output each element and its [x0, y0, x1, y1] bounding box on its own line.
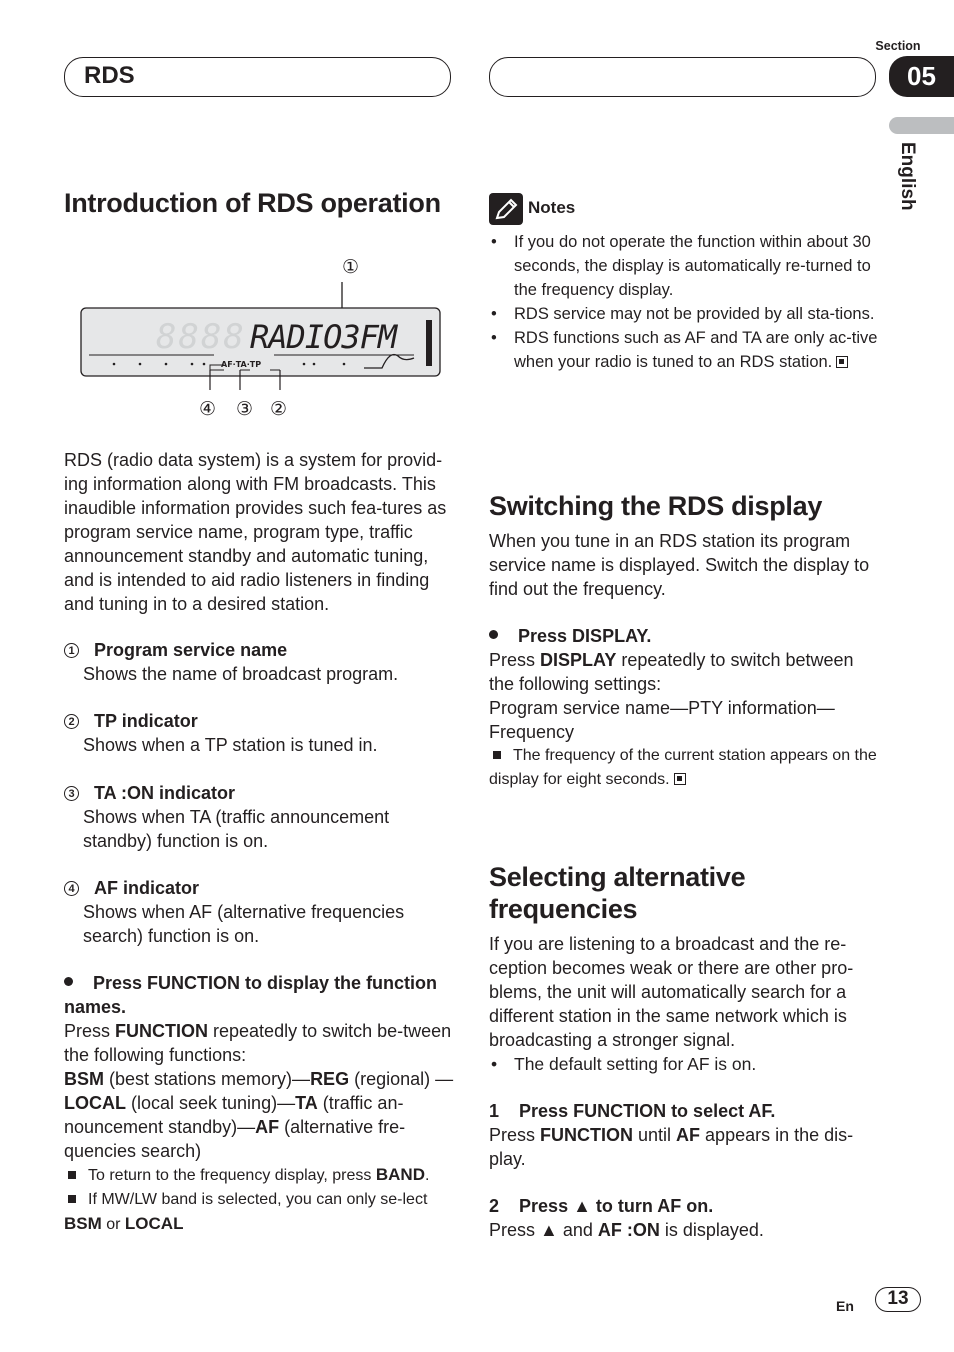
- header-title: RDS: [84, 62, 135, 89]
- lcd-ghost-digits: 8888: [156, 317, 246, 357]
- lcd-illustration: [64, 250, 454, 422]
- item-number: 2: [64, 714, 79, 729]
- callout-4: ④: [199, 398, 217, 420]
- item-desc: Shows when AF (alternative frequencies search) function is on.: [83, 902, 405, 946]
- selecting-intro: If you are listening to a broadcast and the re-ception becomes weak or there are other pro-blems, the unit will automatically search for a different station in the same network which is broadcasting a stronger signal.: [489, 934, 854, 1050]
- footer-lang: En: [836, 1298, 854, 1314]
- switching-note: The frequency of the current station appears on the display for eight seconds.: [489, 747, 877, 788]
- step-note-1: To return to the frequency display, press BAND.: [64, 1163, 456, 1188]
- switching-title: Switching the RDS display: [489, 491, 823, 521]
- square-bullet-icon: [68, 1195, 76, 1203]
- item-number: 1: [64, 643, 79, 658]
- step1-body: Press FUNCTION until AF appears in the dis-play.: [489, 1125, 854, 1169]
- callout-2: ②: [270, 398, 288, 420]
- item-desc: Shows the name of broadcast program.: [83, 664, 399, 684]
- lcd-indicators: AF·TA·TP: [221, 360, 262, 369]
- switching-step-heading: Press DISPLAY.: [518, 626, 652, 646]
- step-heading: Press FUNCTION to display the function names.: [64, 973, 438, 1017]
- intro-title: Introduction of RDS operation: [64, 188, 441, 218]
- switching-settings: Program service name—PTY information—Frequency: [489, 698, 835, 742]
- notes-block: [489, 193, 879, 374]
- lcd-svg: [64, 250, 454, 422]
- item-number: 3: [64, 786, 79, 801]
- end-mark-icon: [674, 773, 686, 785]
- callout-3: ③: [236, 398, 254, 420]
- item-title: Program service name: [94, 640, 288, 660]
- item-number: 4: [64, 881, 79, 896]
- intro-item-2: [64, 709, 454, 757]
- note-item: • RDS functions such as AF and TA are only ac-tive when your radio is tuned to an RDS station.: [489, 326, 879, 374]
- bullet-dot-icon: [489, 630, 498, 639]
- language-label: [893, 142, 929, 222]
- language-tab-bar: [889, 117, 954, 134]
- step1-heading: 1 Press FUNCTION to select AF.: [489, 1101, 776, 1121]
- intro-item-1: [64, 638, 454, 686]
- bullet-dot-icon: [64, 977, 73, 986]
- square-bullet-icon: [68, 1171, 76, 1179]
- step-body: Press FUNCTION repeatedly to switch be-tween the following functions:: [64, 1021, 452, 1065]
- lcd-main-text: RADIO3FM: [250, 318, 397, 356]
- square-bullet-icon: [493, 751, 501, 759]
- selecting-default-note: • The default setting for AF is on.: [489, 1052, 881, 1076]
- notes-list: [489, 230, 879, 374]
- switching-block: [489, 529, 879, 792]
- function-step: [64, 971, 456, 1237]
- function-sequence: BSM (best stations memory)—REG (regional) —LOCAL (local seek tuning)—TA (traffic an-nouncement standby)—AF (alternative fre-quencies search): [64, 1069, 454, 1161]
- item-title: AF indicator: [94, 878, 200, 898]
- callout-1: ①: [342, 256, 360, 278]
- switching-step-body: Press DISPLAY repeatedly to switch between the following settings:: [489, 650, 854, 694]
- item-title: TA :ON indicator: [94, 783, 236, 803]
- selecting-note-list: [489, 1052, 881, 1076]
- note-item: • RDS service may not be provided by all sta-tions.: [489, 302, 879, 326]
- step2-heading: 2 Press ▲ to turn AF on.: [489, 1196, 714, 1216]
- item-title: TP indicator: [94, 711, 198, 731]
- intro-item-4: [64, 876, 454, 948]
- header-right-pill: [489, 57, 876, 97]
- language-text: English: [897, 142, 918, 211]
- step-note-2: If MW/LW band is selected, you can only se-lect BSM or LOCAL: [64, 1191, 428, 1233]
- note-item: • If you do not operate the function within about 30 seconds, the display is automatically re-turned to the frequency display.: [489, 230, 879, 302]
- item-desc: Shows when a TP station is tuned in.: [83, 735, 378, 755]
- section-number-tab: [889, 56, 954, 97]
- notes-pencil-icon: [489, 193, 523, 225]
- section-number: 05: [907, 61, 936, 91]
- item-desc: Shows when TA (traffic announcement standby) function is on.: [83, 807, 390, 851]
- intro-item-3: [64, 781, 454, 853]
- selecting-title: Selecting alternative frequencies: [489, 862, 746, 924]
- step2-body: Press ▲ and AF :ON is displayed.: [489, 1220, 764, 1240]
- notes-header: [489, 193, 879, 227]
- end-mark-icon: [836, 356, 848, 368]
- intro-paragraph: RDS (radio data system) is a system for provid-ing information along with FM broadcasts. This inaudible information provides such fea-tures as program service name, program type, traffic announcement standby and automatic tuning, and is intended to aid radio listeners in finding and tuning in to a desired station.: [64, 450, 447, 614]
- section-label: Section: [875, 39, 921, 53]
- switching-intro: When you tune in an RDS station its program service name is displayed. Switch the display to find out the frequency.: [489, 531, 870, 599]
- notes-title: Notes: [528, 198, 576, 217]
- selecting-block: [489, 932, 881, 1242]
- page-number: 13: [875, 1287, 921, 1312]
